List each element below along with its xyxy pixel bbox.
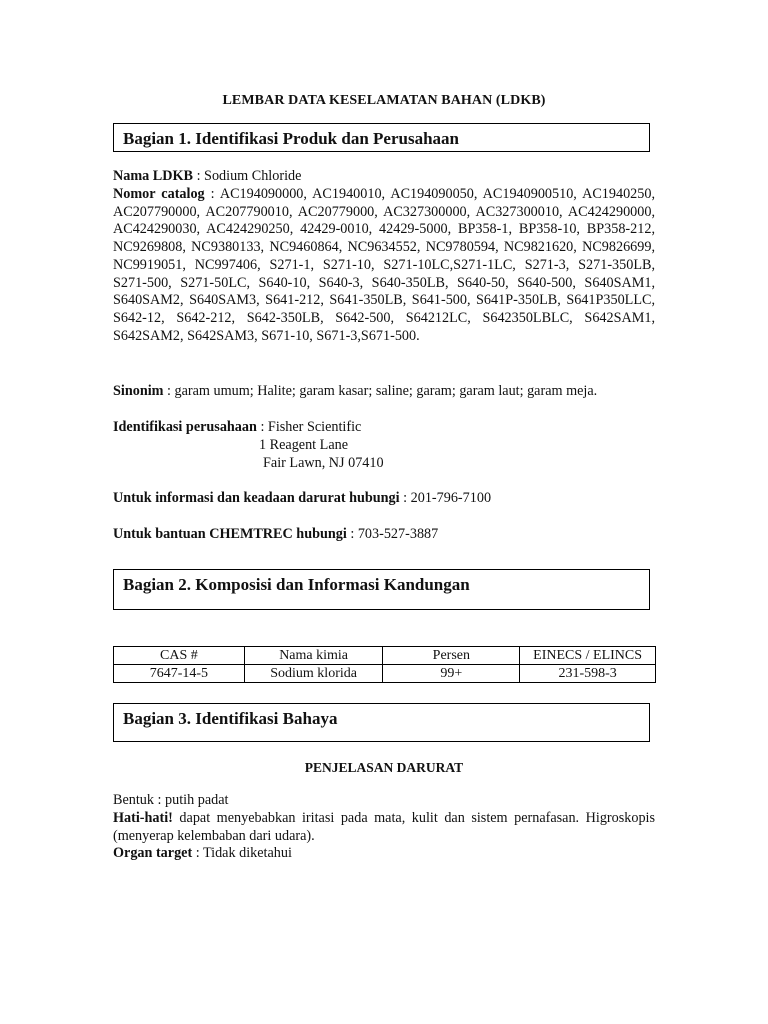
company-identification bbox=[113, 419, 655, 472]
product-identification bbox=[113, 168, 655, 346]
section-2-heading-box bbox=[113, 569, 650, 610]
table-header-cell: CAS # bbox=[114, 647, 245, 665]
hazard-identification bbox=[113, 792, 655, 863]
table-cell-chemical-name: Sodium klorida bbox=[244, 665, 383, 683]
msds-name-label: Nama LDKB bbox=[113, 168, 194, 184]
target-organ-label: Organ target bbox=[113, 845, 193, 862]
table-row bbox=[114, 665, 656, 683]
table-header-cell: Nama kimia bbox=[244, 647, 383, 665]
composition-table bbox=[113, 646, 656, 683]
chemtrec-contact-line bbox=[113, 526, 655, 544]
form-line: Bentuk : putih padat bbox=[113, 792, 229, 808]
section-1-heading-box bbox=[113, 123, 650, 152]
synonym-label: Sinonim bbox=[113, 383, 164, 399]
company-value: : Fisher Scientific bbox=[256, 419, 362, 435]
section-3-heading: Bagian 3. Identifikasi Bahaya bbox=[123, 709, 338, 728]
emergency-contact-line bbox=[113, 490, 655, 508]
warning-text: dapat menyebabkan iritasi pada mata, kulit dan sistem pernafasan. Higroskopis (menyerap kelembaban dari udara). bbox=[113, 809, 655, 844]
msds-name-line bbox=[113, 168, 655, 186]
table-header-row bbox=[114, 647, 656, 665]
target-organ-value: : Tidak diketahui bbox=[192, 845, 292, 862]
catalog-number-line bbox=[113, 186, 655, 346]
company-address-line-2: Fair Lawn, NJ 07410 bbox=[263, 454, 384, 471]
table-header-cell: Persen bbox=[383, 647, 520, 665]
document-title: LEMBAR DATA KESELAMATAN BAHAN (LDKB) bbox=[222, 93, 546, 108]
section-1-heading: Bagian 1. Identifikasi Produk dan Perusahaan bbox=[123, 129, 459, 148]
section-3-heading-box bbox=[113, 703, 650, 742]
warning-label: Hati-hati! bbox=[113, 809, 173, 826]
table-cell-percent: 99+ bbox=[383, 665, 520, 683]
catalog-label: Nomor catalog bbox=[113, 185, 205, 202]
emergency-phone: : 201-796-7100 bbox=[399, 490, 492, 506]
warning-line bbox=[113, 810, 655, 846]
chemtrec-label: Untuk bantuan CHEMTREC hubungi bbox=[113, 526, 347, 542]
target-organ-line bbox=[113, 845, 655, 863]
table-cell-cas: 7647-14-5 bbox=[114, 665, 245, 683]
synonym-line bbox=[113, 383, 655, 401]
table-header-cell: EINECS / ELINCS bbox=[520, 647, 656, 665]
company-label: Identifikasi perusahaan bbox=[113, 419, 257, 435]
emergency-label: Untuk informasi dan keadaan darurat hubungi bbox=[113, 490, 400, 506]
msds-name-value: : Sodium Chloride bbox=[193, 168, 302, 184]
table-cell-einecs: 231-598-3 bbox=[520, 665, 656, 683]
catalog-value: : AC194090000, AC1940010, AC194090050, AC1940900510, AC1940250, AC207790000, AC207790010, AC20779000, AC327300000, AC327300010, AC424290000, AC424290030, AC424290250, 42429-0010, 42429-5000, BP358-1, BP358-10, BP358-212, NC9269808, NC9380133, NC9460864, NC9634552, NC9780594, NC9821620, NC9826699, NC9919051, NC997406, S271-1, S271-10, S271-10LC,S271-1LC, S271-3, S271-350LB, S271-500, S271-50LC, S640-10, S640-3, S640-350LB, S640-50, S640-500, S640SAM1, S640SAM2, S640SAM3, S641-212, S641-350LB, S641-500, S641P-350LB, S641P350LLC, S642-12, S642-212, S642-350LB, S642-500, S64212LC, S642350LBLC, S642SAM1, S642SAM2, S642SAM3, S671-10, S671-3,S671-500. bbox=[113, 185, 655, 344]
company-address-line-1: 1 Reagent Lane bbox=[259, 436, 349, 453]
synonym-value: : garam umum; Halite; garam kasar; saline; garam; garam laut; garam meja. bbox=[163, 383, 598, 399]
section-2-heading: Bagian 2. Komposisi dan Informasi Kandungan bbox=[123, 575, 470, 594]
emergency-overview-heading: PENJELASAN DARURAT bbox=[304, 760, 464, 775]
chemtrec-phone: : 703-527-3887 bbox=[346, 526, 439, 542]
